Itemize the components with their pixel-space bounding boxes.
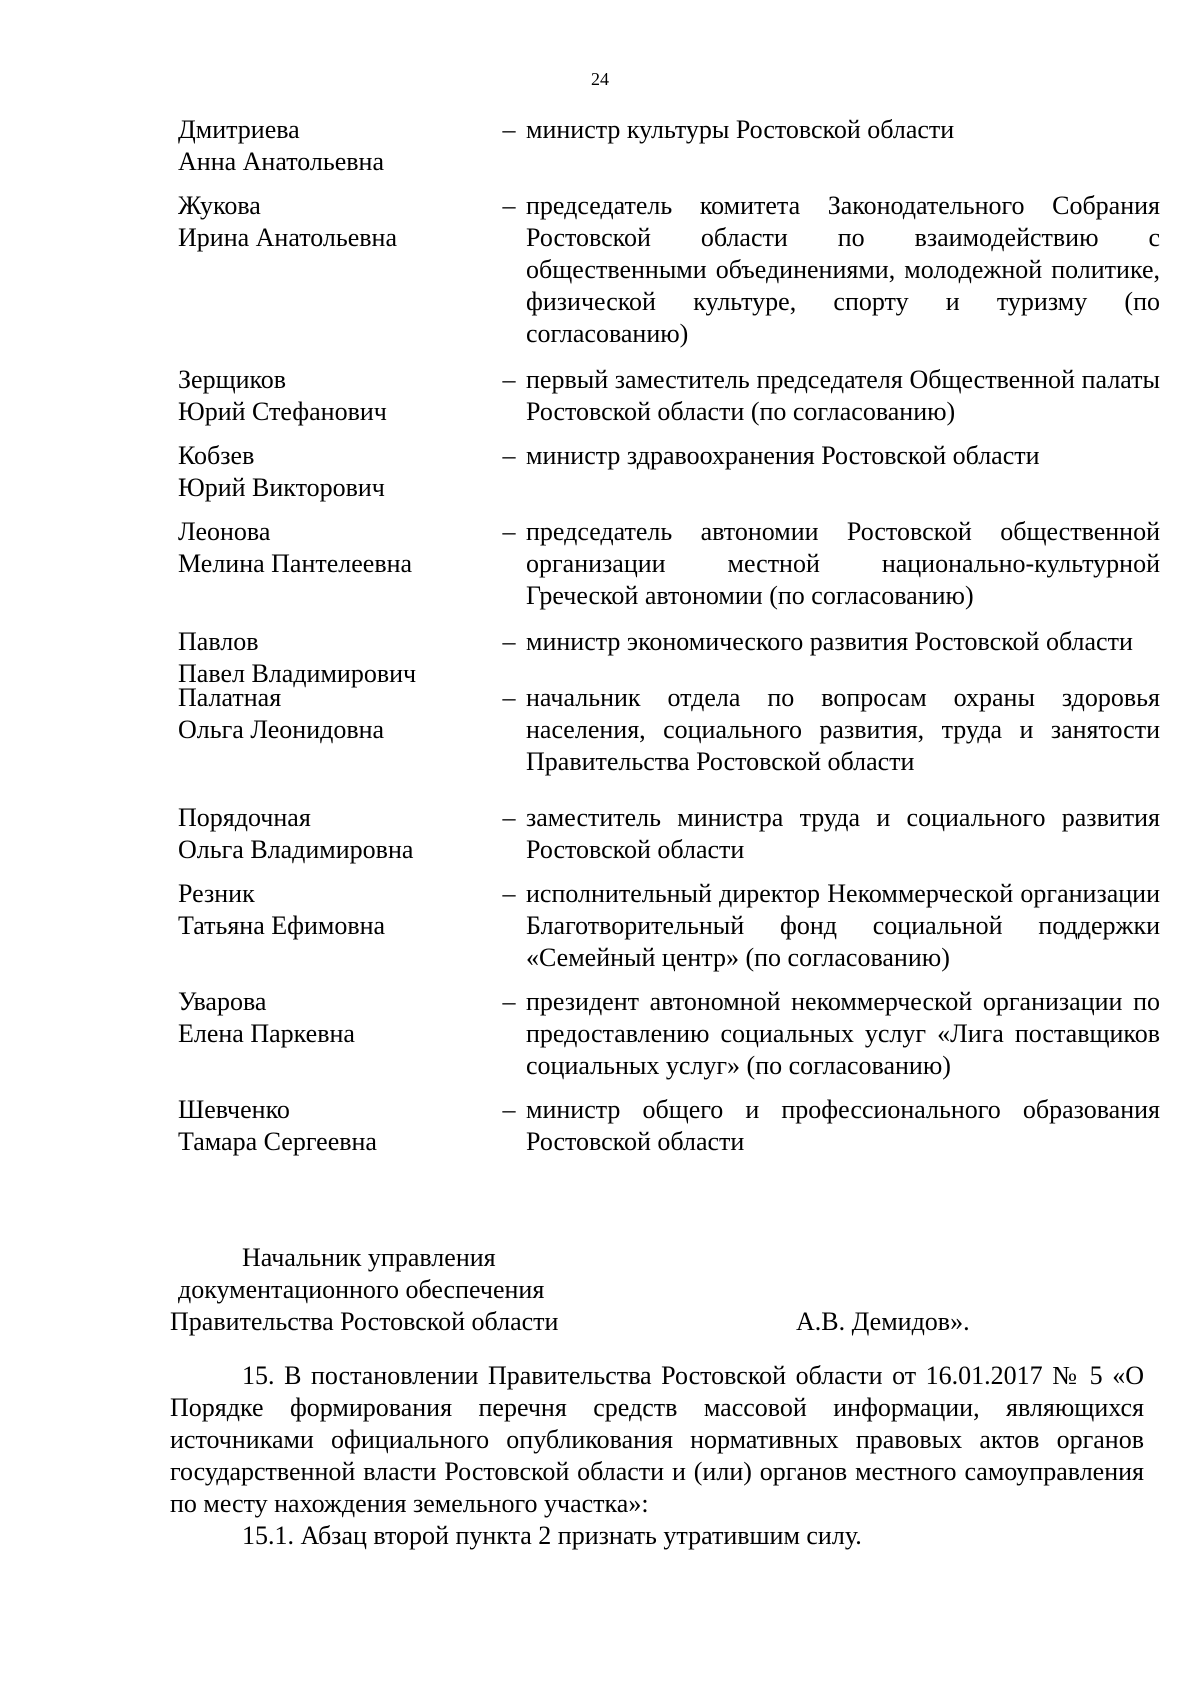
member-given-name: Анна Анатольевна <box>178 147 384 176</box>
member-entry <box>178 626 1160 688</box>
member-entry <box>178 1094 1160 1158</box>
member-entry <box>178 986 1160 1082</box>
member-name <box>178 626 488 690</box>
member-role: начальник отдела по вопросам охраны здоровья населения, социального развития, труда и занятости Правительства Ростовской области <box>526 683 1160 776</box>
member-role: председатель комитета Законодательного Собрания Ростовской области по взаимодействию с общественными объединениями, молодежной политике, физической культуре, спорту и туризму (по согласованию) <box>526 191 1160 348</box>
member-name <box>178 440 488 504</box>
member-given-name: Татьяна Ефимовна <box>178 911 386 940</box>
member-name <box>178 190 488 254</box>
member-given-name: Мелина Пантелеевна <box>178 549 413 578</box>
members-list <box>178 114 1160 1158</box>
signature-block <box>170 1242 1030 1352</box>
dash: – <box>502 191 516 220</box>
member-given-name: Павел Владимирович <box>178 659 417 688</box>
member-entry <box>178 190 1160 350</box>
member-role: первый заместитель председателя Общественной палаты Ростовской области (по согласованию) <box>526 365 1160 426</box>
dash: – <box>502 365 516 394</box>
member-entry <box>178 682 1160 778</box>
signature-position-line2: документационного обеспечения <box>178 1275 545 1304</box>
dash: – <box>502 627 516 656</box>
member-name <box>178 682 488 746</box>
member-surname: Шевченко <box>178 1095 290 1124</box>
clause-section <box>170 1360 1144 1552</box>
member-given-name: Ольга Леонидовна <box>178 715 385 744</box>
member-given-name: Юрий Стефанович <box>178 397 387 426</box>
dash: – <box>502 683 516 712</box>
member-name <box>178 986 488 1050</box>
dash: – <box>502 879 516 908</box>
signatory-name: А.В. Демидов». <box>796 1307 970 1336</box>
member-role: исполнительный директор Некоммерческой организации Благотворительный фонд социальной поддержки «Семейный центр» (по согласованию) <box>526 879 1160 972</box>
member-given-name: Юрий Викторович <box>178 473 385 502</box>
member-given-name: Тамара Сергеевна <box>178 1127 377 1156</box>
member-surname: Дмитриева <box>178 115 300 144</box>
member-given-name: Ольга Владимировна <box>178 835 414 864</box>
member-surname: Павлов <box>178 627 259 656</box>
member-entry <box>178 802 1160 866</box>
dash: – <box>502 115 516 144</box>
member-entry <box>178 114 1160 178</box>
member-entry <box>178 878 1160 974</box>
member-role: заместитель министра труда и социального развития Ростовской области <box>526 803 1160 864</box>
dash: – <box>502 1095 516 1124</box>
dash: – <box>502 517 516 546</box>
member-role: министр общего и профессионального образования Ростовской области <box>526 1095 1160 1156</box>
member-surname: Уварова <box>178 987 267 1016</box>
member-surname: Резник <box>178 879 255 908</box>
member-surname: Кобзев <box>178 441 255 470</box>
member-role: министр культуры Ростовской области <box>526 115 955 144</box>
member-surname: Жукова <box>178 191 261 220</box>
member-entry <box>178 516 1160 612</box>
member-given-name: Ирина Анатольевна <box>178 223 397 252</box>
member-surname: Зерщиков <box>178 365 287 394</box>
member-name <box>178 364 488 428</box>
member-entry <box>178 364 1160 428</box>
member-role: президент автономной некоммерческой организации по предоставлению социальных услуг «Лига поставщиков социальных услуг» (по согласованию) <box>526 987 1160 1080</box>
signature-position-line1: Начальник управления <box>242 1243 496 1272</box>
member-name <box>178 516 488 580</box>
member-role: министр здравоохранения Ростовской области <box>526 441 1040 470</box>
member-role: председатель автономии Ростовской общественной организации местной национально-культурной Греческой автономии (по согласованию) <box>526 517 1160 610</box>
member-surname: Палатная <box>178 683 282 712</box>
member-name <box>178 802 488 866</box>
page-number: 24 <box>591 69 609 89</box>
signature-position-line3: Правительства Ростовской области <box>170 1307 559 1336</box>
dash: – <box>502 441 516 470</box>
member-surname: Леонова <box>178 517 271 546</box>
dash: – <box>502 987 516 1016</box>
clause-subparagraph: 15.1. Абзац второй пункта 2 признать утратившим силу. <box>242 1521 862 1550</box>
member-surname: Порядочная <box>178 803 311 832</box>
member-role: министр экономического развития Ростовской области <box>526 627 1133 656</box>
member-name <box>178 1094 488 1158</box>
member-entry <box>178 440 1160 504</box>
dash: – <box>502 803 516 832</box>
clause-paragraph: 15. В постановлении Правительства Ростовской области от 16.01.2017 № 5 «О Порядке формирования перечня средств массовой информации, являющихся источниками официального опубликования нормативных правовых актов органов государственной власти Ростовской области и (или) органов местного самоуправления по месту нахождения земельного участка»: <box>170 1361 1144 1518</box>
member-given-name: Елена Паркевна <box>178 1019 355 1048</box>
member-name <box>178 878 488 942</box>
member-name <box>178 114 488 178</box>
